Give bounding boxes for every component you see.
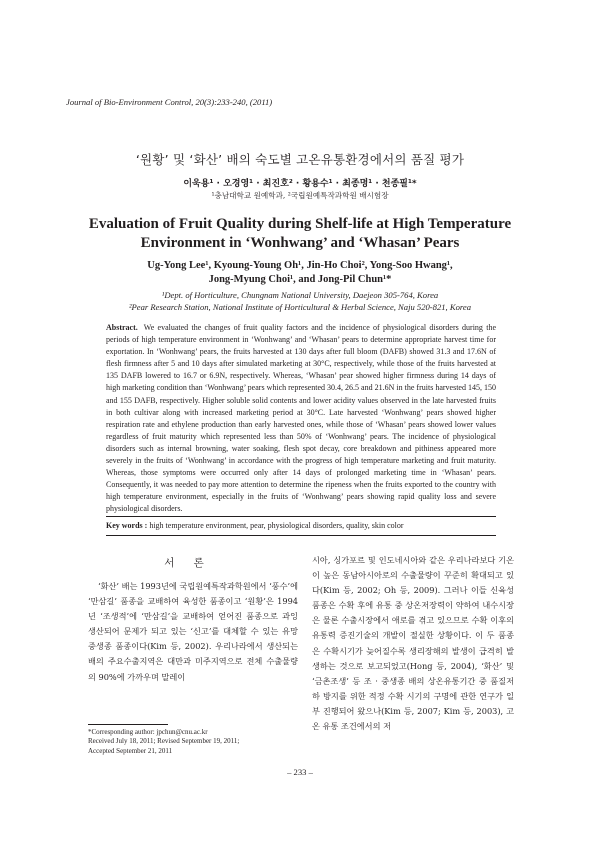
english-authors-line-1: Ug-Yong Lee¹, Kyoung-Young Oh¹, Jin-Ho Choi², Yong-Soo Hwang¹,: [147, 260, 453, 271]
keywords: [106, 521, 496, 530]
english-authors: [0, 259, 600, 287]
journal-citation: Journal of Bio-Environment Control, 20(3):233-240, (2011): [66, 97, 273, 107]
body-text-right-column: 시아, 싱가포르 및 인도네시아와 같은 우리나라보다 기온이 높은 동남아시아로의 수출물량이 꾸준히 확대되고 있다(Kim 등, 2002; Oh 등, 2009). 그러나 이들 신육성 품종은 수확 후에 유통 중 상온저장력이 약하여 내수시장은 물론 수출시장에서 애로를 겪고 있으므로 수확 이후의 유통력 증진기술의 개발이 절실한 상황이다. 이 두 품종은 수확시기가 늦어질수록 생리장해의 발생이 급격히 발생하는 것으로 보고되었고(Hong 등, 2004), ‘화산’ 및 ‘금촌조생’ 등 조 · 중생종 배의 상온유통기간 중 품질저하 방지를 위한 적정 수확 시기의 구명에 관한 연구가 일부 진행되어 왔으나(Kim 등, 2007; Kim 등, 2003), 고온 유통 조건에서의 저: [312, 555, 514, 732]
english-title-line-1: Evaluation of Fruit Quality during Shelf-life at High Temperature: [88, 216, 512, 232]
section-heading-introduction: 서 론: [164, 557, 212, 569]
page-number: – 233 –: [287, 767, 313, 777]
english-title: [0, 215, 600, 253]
keywords-text: high temperature environment, pear, physiological disorders, quality, skin color: [149, 521, 404, 530]
keywords-label: Key words :: [106, 521, 148, 530]
body-text-left-column: ‘화산’ 배는 1993년에 국립원예특작과학원에서 ‘풍수’에 ‘만삼길’ 품종을 교배하여 육성한 품종이고 ‘원황’은 1994년 ‘조생적’에 ‘만삼길’을 교배하여 얻어진 품종으로 과잉 생산되어 문제가 되고 있는 ‘신고’를 대체할 수 있는 유망 중생종 품종이다(Kim 등, 2002). 우리나라에서 생산되는 배의 주요수출지역은 대만과 미주지역으로 전체 수출물량의 90%에 가까우며 말레이: [88, 581, 298, 682]
footnote: [88, 728, 308, 756]
english-authors-line-2: Jong-Myung Choi¹, and Jong-Pil Chun¹*: [208, 274, 392, 285]
abstract: [106, 322, 496, 516]
corresponding-author: *Corresponding author: jpchun@cnu.ac.kr: [88, 728, 208, 736]
abstract-text: We evaluated the changes of fruit quality factors and the incidence of physiological disorders during the periods of high temperature environment in ‘Wonhwang’ and ‘Whasan’ pears to determine appropriate harvest time for exportation. In ‘Wonhwang’ pears, the fruits harvested at 130 days after full bloom (DAFB) showed 31.3 and 17.6N of flesh firmness after 5 and 10 days after simulated marketing at 30°C, respectively, while those of the fruits harvested at 135 DAFB lowered to 16.7 or 6.9N, respectively. Whereas, ‘Whasan’ pear showed higher firmness during 14 days of high marketing condition than ‘Wonhwang’ pears which represented 30.4, 26.5 and 21.6N in the fruits harvested 145, 150 and 155 DAFB, respectively. Higher soluble solid contents and lower acidity values observed in the late harvested fruits in both cultivar along with increased marketing period at 30°C. Late harvested ‘Wonhwang’ pears showed higher respiration rate and ethylene production than early harvested ones, while those of ‘Whasan’ pears showed lower values regardless of fruit maturity which represented less than 50% of ‘Wonhwang’ pears. The incidence of physiological disorders such as internal browning, water soaking, flesh spot decay, core breakdown and pithiness appeared more severely in the fruits of ‘Wonhwang’ in accordance with the progress of high temperature marketing and fruit maturity. Whereas, those symptoms were occurred only after 14 days of prolonged marketing time in ‘Whasan’ pears. Consequently, it was needed to pay more attention to determine the ripeness when the fruits exported to the country with high temperature environment, especially in the fruits of ‘Wonhwang’ pears showing rapid quality loss and severe physiological disorders.: [106, 323, 496, 514]
received-revised-dates: Received July 18, 2011; Revised September 19, 2011;: [88, 737, 240, 746]
affiliation-2: ²Pear Research Station, National Institute of Horticultural & Herbal Science, Naju 520-821, Korea: [128, 302, 472, 312]
keywords-top-rule: [106, 516, 496, 517]
english-affiliations: [0, 289, 600, 313]
accepted-date: Accepted September 21, 2011: [88, 746, 173, 755]
abstract-label: Abstract.: [106, 323, 138, 332]
korean-affiliation: ¹충남대학교 원예학과, ²국립원예특작과학원 배시험장: [211, 191, 389, 200]
footnote-rule: [88, 724, 168, 725]
english-title-line-2: Environment in ‘Wonhwang’ and ‘Whasan’ Pears: [140, 235, 460, 251]
affiliation-1: ¹Dept. of Horticulture, Chungnam National University, Daejeon 305-764, Korea: [161, 290, 439, 300]
keywords-bottom-rule: [106, 535, 496, 536]
korean-title: ‘원황’ 및 ‘화산’ 배의 숙도별 고온유통환경에서의 품질 평가: [135, 152, 465, 167]
korean-authors: 이욱용¹ · 오경영¹ · 최진호² · 황용수¹ · 최종명¹ · 천종필¹*: [183, 179, 417, 189]
